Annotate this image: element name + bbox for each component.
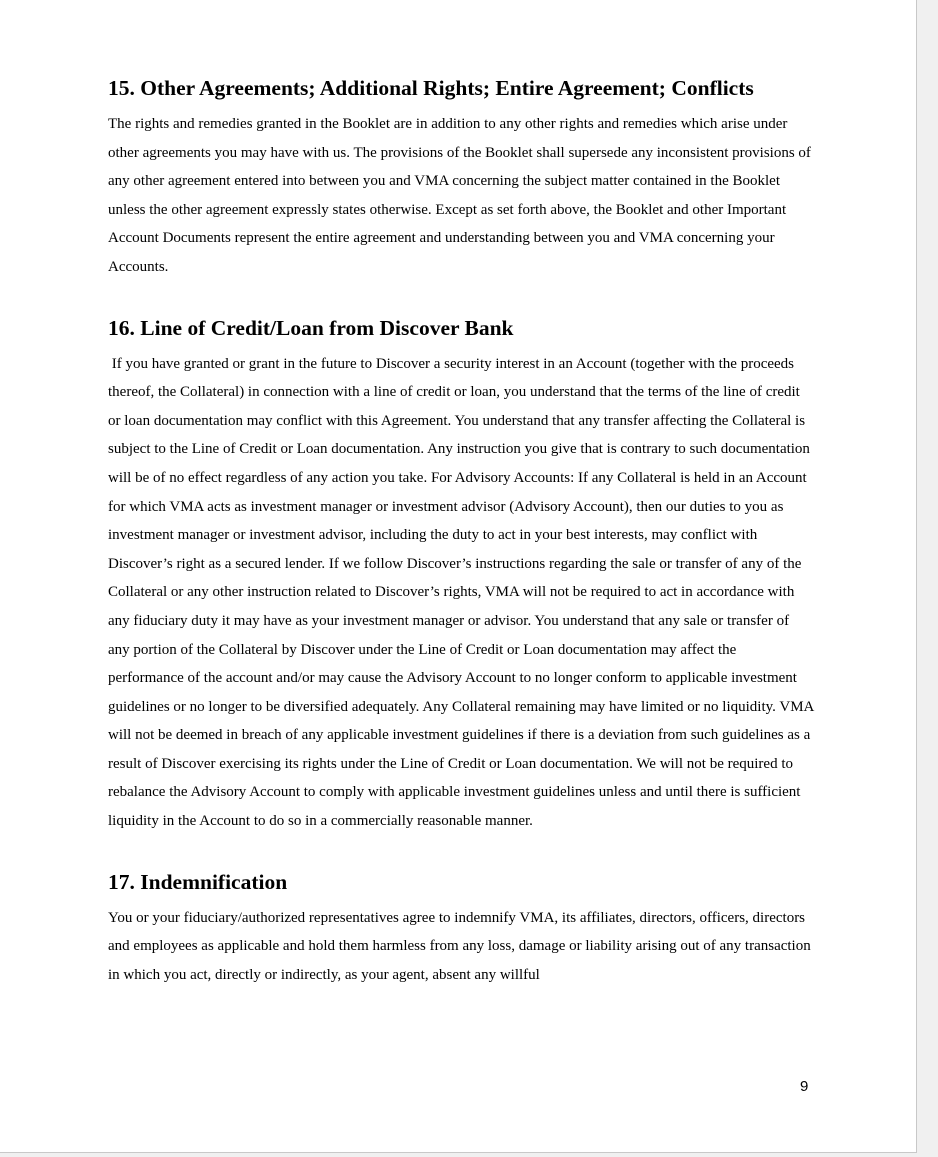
section-body: The rights and remedies granted in the Booklet are in addition to any other rights and remedies which arise under other agreements you may have with us. The provisions of the Booklet shall supersede any inconsistent provisions of any other agreement entered into between you and VMA concerning the subject matter contained in the Booklet unless the other agreement expressly states otherwise. Except as set forth above, the Booklet and other Important Account Documents represent the entire agreement and understanding between you and VMA concerning your Accounts.: [108, 116, 811, 275]
page-content: [108, 72, 818, 989]
section-17: [108, 866, 814, 990]
page-number: 9: [800, 1078, 809, 1095]
section-16: [108, 312, 818, 836]
section-body: You or your fiduciary/authorized representatives agree to indemnify VMA, its affiliates, directors, officers, directors and employees as applicable and hold them harmless from any loss, damage or liability arising out of any transaction in which you act, directly or indirectly, as your agent, absent any willful: [108, 909, 811, 983]
section-heading: 17. Indemnification: [108, 869, 288, 894]
section-heading: 15. Other Agreements; Additional Rights; Entire Agreement; Conflicts: [108, 76, 754, 100]
section-heading: 16. Line of Credit/Loan from Discover Bank: [108, 315, 514, 340]
section-15: [108, 72, 814, 282]
section-body: If you have granted or grant in the future to Discover a security interest in an Account (together with the proceeds thereof, the Collateral) in connection with a line of credit or loan, you understand that the terms of the line of credit or loan documentation may conflict with this Agreement. You understand that any transfer affecting the Collateral is subject to the Line of Credit or Loan documentation. Any instruction you give that is contrary to such documentation will be of no effect regardless of any action you take. For Advisory Accounts: If any Collateral is held in an Account for which VMA acts as investment manager or investment advisor (Advisory Account), then our duties to you as investment manager or investment advisor, including the duty to act in your best interests, may conflict with Discover’s right as a secured lender. If we follow Discover’s instructions regarding the sale or transfer of any of the Collateral or any other instruction related to Discover’s rights, VMA will not be required to act in accordance with any fiduciary duty it may have as your investment manager or advisor. You understand that any sale or transfer of any portion of the Collateral by Discover under the Line of Credit or Loan documentation may affect the performance of the account and/or may cause the Advisory Account to no longer conform to applicable investment guidelines or no longer to be diversified adequately. Any Collateral remaining may have limited or no liquidity. VMA will not be deemed in breach of any applicable investment guidelines if there is a deviation from such guidelines as a result of Discover exercising its rights under the Line of Credit or Loan documentation. We will not be required to rebalance the Advisory Account to comply with applicable investment guidelines unless and until there is sufficient liquidity in the Account to do so in a commercially reasonable manner.: [108, 355, 818, 830]
